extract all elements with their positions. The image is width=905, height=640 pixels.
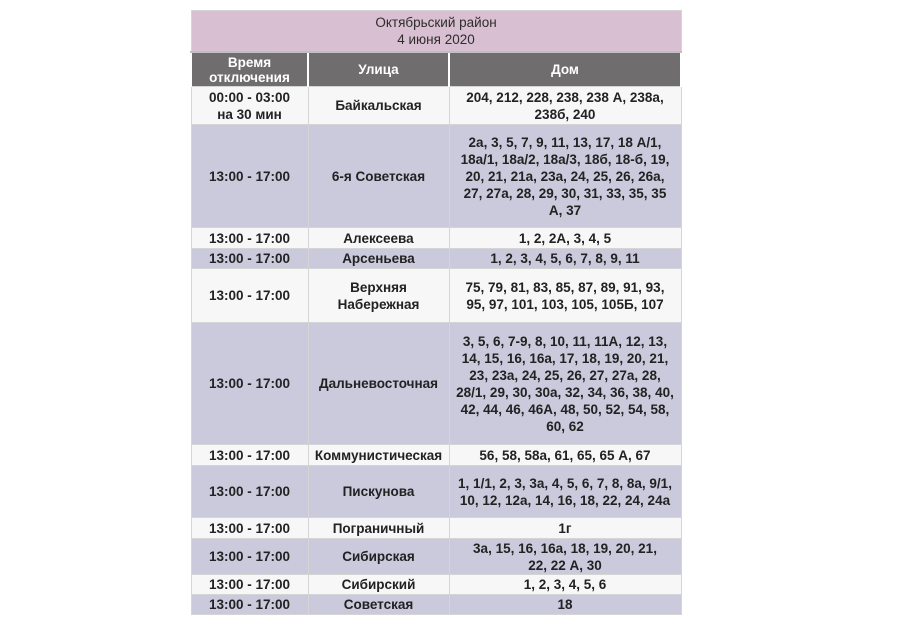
table-row: [191, 445, 681, 466]
cell-time: 13:00 - 17:00: [191, 466, 308, 518]
cell-time: 13:00 - 17:00: [191, 249, 308, 269]
cell-houses: 1, 2, 3, 4, 5, 6: [449, 575, 681, 595]
cell-street: Байкальская: [308, 87, 449, 125]
table-row: [191, 323, 681, 445]
cell-houses: 18: [449, 595, 681, 615]
header-house: Дом: [449, 52, 681, 87]
table-caption: [191, 11, 681, 53]
cell-houses: 1, 2, 3, 4, 5, 6, 7, 8, 9, 11: [449, 249, 681, 269]
header-time: Время отключения: [191, 52, 308, 87]
table-row: [191, 539, 681, 575]
cell-street: Советская: [308, 595, 449, 615]
cell-street: Пискунова: [308, 466, 449, 518]
table-row: [191, 125, 681, 228]
table-row: [191, 228, 681, 249]
cell-street: Алексеева: [308, 228, 449, 249]
table-row: [191, 518, 681, 539]
header-street: Улица: [308, 52, 449, 87]
table-row: [191, 269, 681, 323]
cell-houses: 1, 1/1, 2, 3, 3а, 4, 5, 6, 7, 8, 8а, 9/1, 10, 12, 12а, 14, 16, 18, 22, 24, 24а: [449, 466, 681, 518]
cell-time: 13:00 - 17:00: [191, 575, 308, 595]
cell-houses: 1, 2, 2А, 3, 4, 5: [449, 228, 681, 249]
caption-row: [191, 11, 681, 53]
table-row: [191, 575, 681, 595]
cell-street: Сибирский: [308, 575, 449, 595]
cell-houses: 1г: [449, 518, 681, 539]
cell-houses: 3, 5, 6, 7-9, 8, 10, 11, 11А, 12, 13, 14, 15, 16, 16а, 17, 18, 19, 20, 21, 23, 23а, 24, 25, 26, 27, 27а, 28, 28/1, 29, 30, 30а, 32, 34, 36, 38, 40, 42, 44, 46, 46А, 48, 50, 52, 54, 58, 60, 62: [449, 323, 681, 445]
cell-street: Арсеньева: [308, 249, 449, 269]
cell-time: 13:00 - 17:00: [191, 445, 308, 466]
table-row: [191, 595, 681, 615]
cell-street: Сибирская: [308, 539, 449, 575]
table-row: [191, 87, 681, 125]
cell-houses: 204, 212, 228, 238, 238 А, 238а, 238б, 240: [449, 87, 681, 125]
table-row: [191, 249, 681, 269]
outage-table: [190, 10, 682, 615]
cell-street: 6-я Советская: [308, 125, 449, 228]
cell-houses: 56, 58, 58а, 61, 65, 65 А, 67: [449, 445, 681, 466]
table-row: [191, 466, 681, 518]
cell-street: Коммунистическая: [308, 445, 449, 466]
cell-time: 13:00 - 17:00: [191, 539, 308, 575]
cell-street: Пограничный: [308, 518, 449, 539]
cell-time: 13:00 - 17:00: [191, 323, 308, 445]
cell-time: 13:00 - 17:00: [191, 228, 308, 249]
date-title: 4 июня 2020: [397, 32, 475, 47]
header-row: [191, 52, 681, 87]
cell-houses: 75, 79, 81, 83, 85, 87, 89, 91, 93, 95, 97, 101, 103, 105, 105Б, 107: [449, 269, 681, 323]
cell-street: Дальневосточная: [308, 323, 449, 445]
cell-time: 13:00 - 17:00: [191, 595, 308, 615]
cell-houses: 2а, 3, 5, 7, 9, 11, 13, 17, 18 А/1, 18а/1, 18а/2, 18а/3, 18б, 18-б, 19, 20, 21, 21а, 23а, 24, 25, 26, 26а, 27, 27а, 28, 29, 30, 31, 33, 35, 35 А, 37: [449, 125, 681, 228]
cell-houses: 3а, 15, 16, 16а, 18, 19, 20, 21, 22, 22 А, 30: [449, 539, 681, 575]
cell-time: 00:00 - 03:00 на 30 мин: [191, 87, 308, 125]
cell-time: 13:00 - 17:00: [191, 518, 308, 539]
outage-schedule: [190, 10, 680, 615]
cell-street: Верхняя Набережная: [308, 269, 449, 323]
district-title: Октябрьский район: [375, 15, 497, 30]
cell-time: 13:00 - 17:00: [191, 269, 308, 323]
cell-time: 13:00 - 17:00: [191, 125, 308, 228]
